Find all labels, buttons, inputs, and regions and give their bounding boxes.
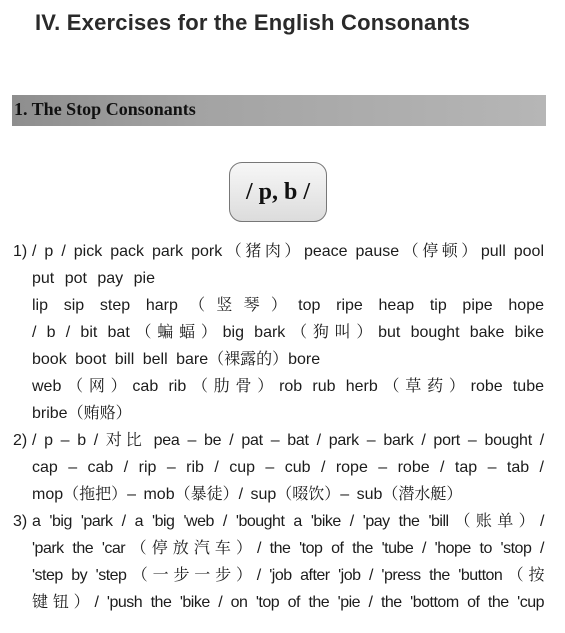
exercise-text: / p / pick pack park pork（猪肉）peace pause（停顿）pull pool bbox=[32, 243, 544, 260]
section-title: 1. The Stop Consonants bbox=[14, 99, 196, 119]
exercise-text: / p – b / 对比 pea – be / pat – bat / park – bark / port – bought / bbox=[32, 432, 544, 449]
phoneme-label: / p, b / bbox=[245, 178, 311, 205]
exercise-text: / b / bit bat（蝙蝠）big bark（狗叫）but bought bake bike bbox=[32, 324, 544, 341]
exercise-text: a 'big 'park / a 'big 'web / 'bought a 'bike / 'pay the 'bill（账单）/ bbox=[32, 513, 544, 530]
exercise-text: cap – cab / rip – rib / cup – cub / rope – robe / tap – tab / bbox=[32, 459, 544, 476]
phoneme-box bbox=[229, 162, 327, 222]
exercise-number: 1) bbox=[13, 243, 28, 260]
exercise-text: put pot pay pie bbox=[32, 270, 155, 287]
exercise-text: bribe（贿赂） bbox=[32, 405, 132, 422]
exercise-text: 键钮）/ 'push the 'bike / on 'top of the 'pie / the 'bottom of the 'cup bbox=[32, 594, 544, 611]
exercise-text: mop（拖把）– mob（暴徒）/ sup（啜饮）– sub（潜水艇） bbox=[32, 486, 463, 503]
exercise-text: lip sip step harp（竖琴）top ripe heap tip pipe hope bbox=[32, 297, 544, 314]
exercise-text: web（网）cab rib（肋骨）rob rub herb（草药）robe tube bbox=[32, 378, 544, 395]
exercise-text: 'park the 'car（停放汽车）/ the 'top of the 'tube / 'hope to 'stop / bbox=[32, 540, 544, 557]
exercise-number: 2) bbox=[13, 432, 28, 449]
chapter-title: IV. Exercises for the English Consonants bbox=[35, 10, 471, 35]
section-header-bar bbox=[12, 95, 546, 126]
exercise-number: 3) bbox=[13, 513, 28, 530]
exercise-text: book boot bill bell bare（裸露的）bore bbox=[32, 351, 321, 368]
exercise-text: 'step by 'step（一步一步）/ 'job after 'job / 'press the 'button（按 bbox=[32, 567, 544, 584]
